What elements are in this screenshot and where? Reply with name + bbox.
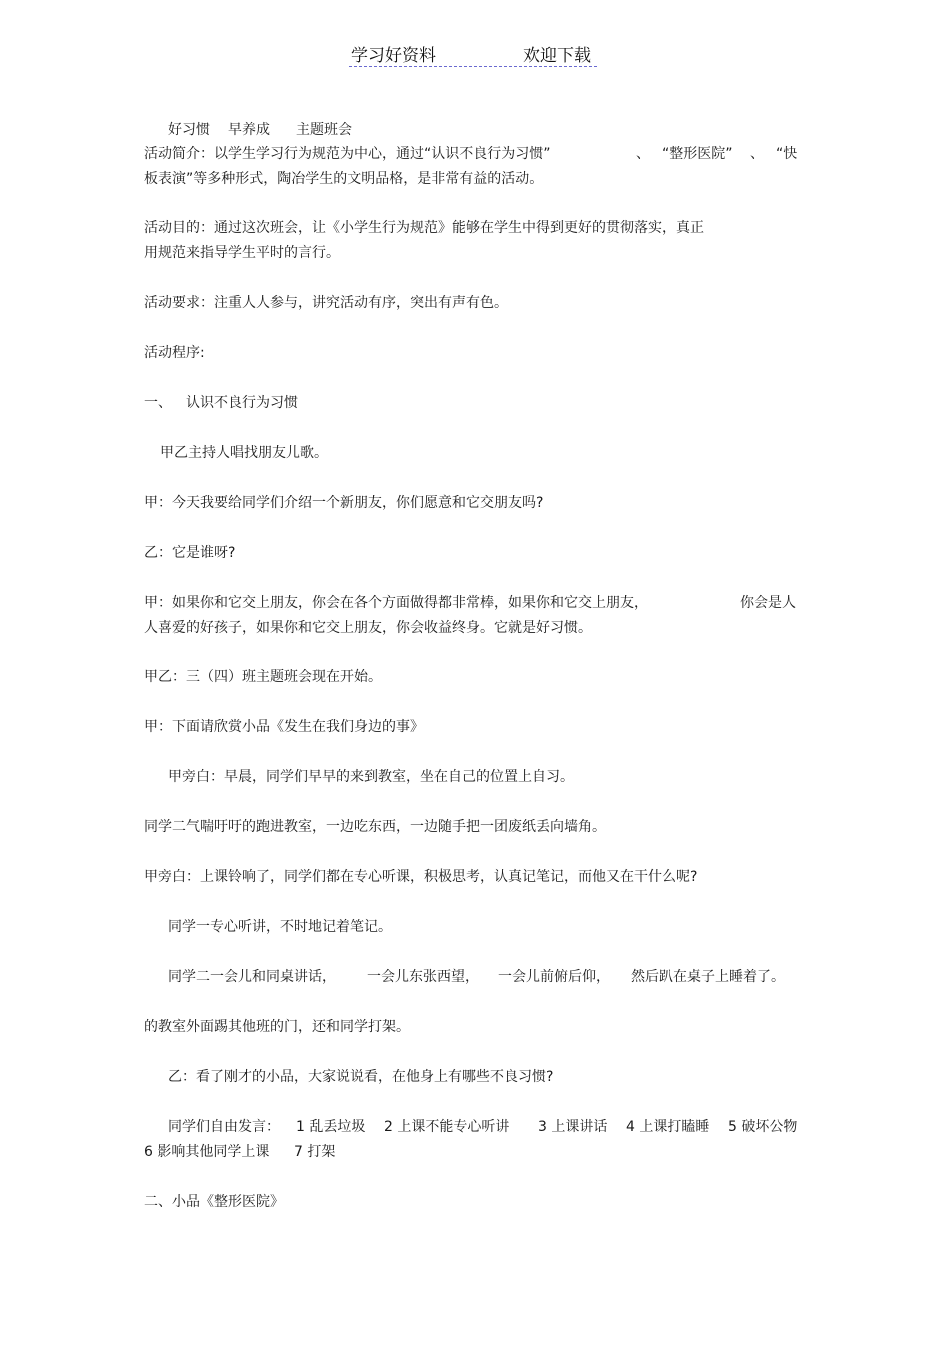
paragraph-14-e: 4 上课打瞌睡 xyxy=(626,1119,710,1135)
paragraph-2: 甲：今天我要给同学们介绍一个新朋友，你们愿意和它交朋友吗? xyxy=(144,495,544,511)
intro-line-1d: 、 xyxy=(750,146,764,162)
title-part-2: 早养成 xyxy=(228,122,270,138)
paragraph-4-line-1a: 甲：如果你和它交上朋友，你会在各个方面做得都非常棒，如果你和它交上朋友， xyxy=(144,595,648,611)
intro-line-1b: 、 xyxy=(636,146,650,162)
section-1-label: 认识不良行为习惯 xyxy=(186,395,298,411)
paragraph-7: 甲旁白：早晨，同学们早早的来到教室，坐在自己的位置上自习。 xyxy=(168,769,574,785)
paragraph-14-b: 1 乱丢垃圾 xyxy=(296,1119,366,1135)
paragraph-14-d: 3 上课讲话 xyxy=(538,1119,608,1135)
paragraph-14-h: 7 打架 xyxy=(294,1144,336,1160)
purpose-line-2: 用规范来指导学生平时的言行。 xyxy=(144,245,340,261)
purpose-line-1: 活动目的：通过这次班会，让《小学生行为规范》能够在学生中得到更好的贯彻落实，真正 xyxy=(144,220,704,236)
paragraph-11-c: 一会儿前俯后仰， xyxy=(498,969,610,985)
paragraph-14-f: 5 破坏公物 xyxy=(728,1119,798,1135)
section-1-number: 一、 xyxy=(144,395,172,411)
paragraph-5: 甲乙：三（四）班主题班会现在开始。 xyxy=(144,669,382,685)
paragraph-3: 乙：它是谁呀? xyxy=(144,545,236,561)
title-part-1: 好习惯 xyxy=(168,122,210,138)
paragraph-10: 同学一专心听讲，不时地记着笔记。 xyxy=(168,919,392,935)
section-2-heading: 二、小品《整形医院》 xyxy=(144,1194,284,1210)
header-left-text: 学习好资料 xyxy=(351,46,436,66)
paragraph-14-a: 同学们自由发言： xyxy=(168,1119,280,1135)
title-part-3: 主题班会 xyxy=(296,122,352,138)
procedure-heading: 活动程序: xyxy=(144,345,205,361)
intro-line-1a: 活动简介：以学生学习行为规范为中心，通过“认识不良行为习惯” xyxy=(144,146,551,162)
header-right-text: 欢迎下载 xyxy=(523,46,591,66)
paragraph-11-d: 然后趴在桌子上睡着了。 xyxy=(631,969,785,985)
paragraph-1: 甲乙主持人唱找朋友儿歌。 xyxy=(160,445,328,461)
intro-line-2: 板表演”等多种形式，陶冶学生的文明品格，是非常有益的活动。 xyxy=(144,171,544,187)
intro-line-1e: “快 xyxy=(776,146,798,162)
paragraph-6: 甲：下面请欣赏小品《发生在我们身边的事》 xyxy=(144,719,424,735)
paragraph-4-line-1b: 你会是人 xyxy=(740,595,796,611)
paragraph-13: 乙：看了刚才的小品，大家说说看，在他身上有哪些不良习惯? xyxy=(168,1069,554,1085)
paragraph-4-line-2: 人喜爱的好孩子，如果你和它交上朋友，你会收益终身。它就是好习惯。 xyxy=(144,620,592,636)
paragraph-12: 的教室外面踢其他班的门，还和同学打架。 xyxy=(144,1019,410,1035)
paragraph-14-g: 6 影响其他同学上课 xyxy=(144,1144,270,1160)
requirement-line: 活动要求：注重人人参与，讲究活动有序，突出有声有色。 xyxy=(144,295,508,311)
paragraph-9: 甲旁白：上课铃响了，同学们都在专心听课，积极思考，认真记笔记，而他又在干什么呢? xyxy=(144,869,698,885)
page-header xyxy=(349,40,597,67)
paragraph-14-c: 2 上课不能专心听讲 xyxy=(384,1119,510,1135)
paragraph-11-b: 一会儿东张西望， xyxy=(367,969,479,985)
paragraph-11-a: 同学二一会儿和同桌讲话， xyxy=(168,969,336,985)
intro-line-1c: “整形医院” xyxy=(662,146,733,162)
paragraph-8: 同学二气喘吁吁的跑进教室，一边吃东西，一边随手把一团废纸丢向墙角。 xyxy=(144,819,606,835)
